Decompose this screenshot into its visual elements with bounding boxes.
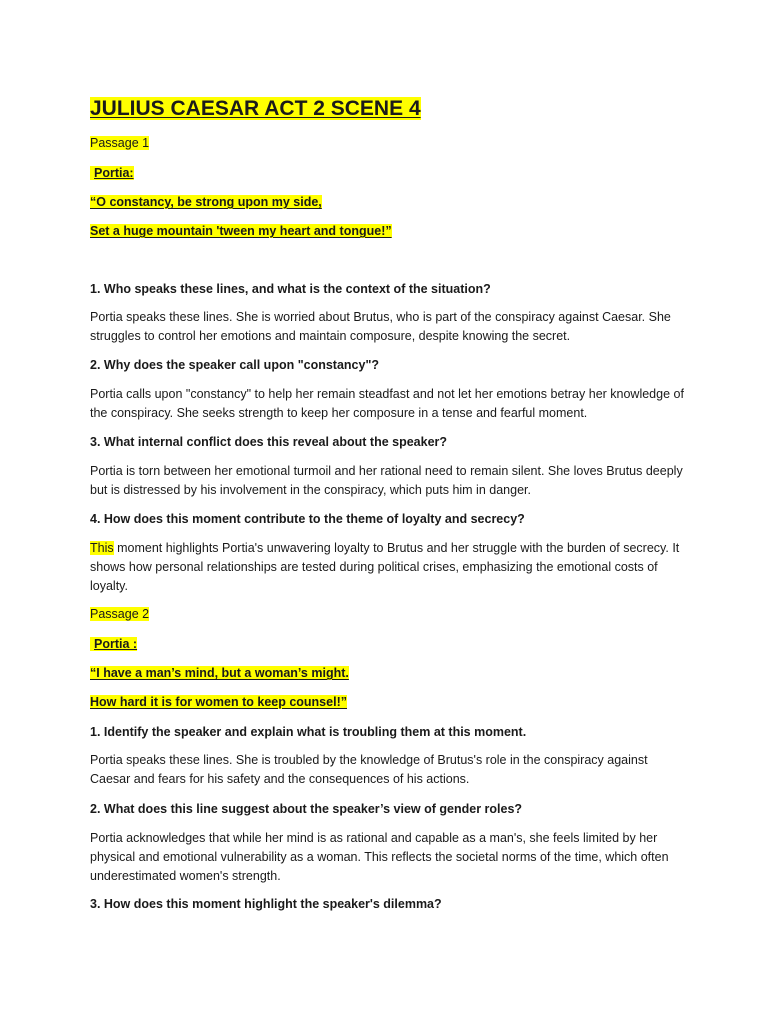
answer-4-highlight: This	[90, 541, 114, 555]
passage2-quote-line2: How hard it is for women to keep counsel!”	[90, 695, 347, 709]
passage2-answer-2: Portia acknowledges that while her mind is as rational and capable as a man's, she feels limited by her physical and emotional vulnerability as a woman. This reflects the societal norms of the time, which often underestimated women's strength.	[90, 831, 669, 883]
passage1-question-1: 1. Who speaks these lines, and what is the context of the situation?	[90, 282, 491, 296]
passage2-speaker: Portia :	[90, 636, 137, 652]
document-title-text: JULIUS CAESAR ACT 2 SCENE 4	[90, 97, 421, 120]
passage2-question-1: 1. Identify the speaker and explain what is troubling them at this moment.	[90, 725, 527, 739]
passage1-question-2: 2. Why does the speaker call upon "constancy"?	[90, 358, 380, 372]
passage2-answer-1: Portia speaks these lines. She is troubled by the knowledge of Brutus's role in the conspiracy against Caesar and fears for his safety and the consequences of his actions.	[90, 753, 648, 786]
passage1-question-3: 3. What internal conflict does this reveal about the speaker?	[90, 435, 448, 449]
passage1-answer-2: Portia calls upon "constancy" to help her remain steadfast and not let her emotions betray her knowledge of the conspiracy. She seeks strength to keep her composure in a tense and fearful moment.	[90, 387, 684, 420]
passage1-quote-line2: Set a huge mountain 'tween my heart and tongue!”	[90, 224, 392, 238]
passage2-label: Passage 2	[90, 607, 150, 621]
passage1-question-4: 4. How does this moment contribute to the theme of loyalty and secrecy?	[90, 512, 525, 526]
passage1-speaker: Portia:	[90, 165, 134, 181]
passage2-quote-line1: “I have a man’s mind, but a woman’s might.	[90, 666, 349, 680]
passage2-question-2: 2. What does this line suggest about the speaker’s view of gender roles?	[90, 802, 523, 816]
passage1-answer-3: Portia is torn between her emotional turmoil and her rational need to remain silent. She loves Brutus deeply but is distressed by his involvement in the conspiracy, which puts him in danger.	[90, 464, 683, 497]
passage1-answer-1: Portia speaks these lines. She is worried about Brutus, who is part of the conspiracy against Caesar. She struggles to control her emotions and maintain composure, despite knowing the secret.	[90, 310, 671, 343]
passage1-label: Passage 1	[90, 136, 150, 150]
passage1-quote-line1: “O constancy, be strong upon my side,	[90, 195, 322, 209]
document-title	[90, 96, 421, 122]
passage1-answer-4: This moment highlights Portia's unwavering loyalty to Brutus and her struggle with the burden of secrecy. It shows how personal relationships are tested during political crises, emphasizing the emotional costs of loyalty.	[90, 541, 680, 593]
passage2-question-3: 3. How does this moment highlight the speaker's dilemma?	[90, 897, 442, 911]
